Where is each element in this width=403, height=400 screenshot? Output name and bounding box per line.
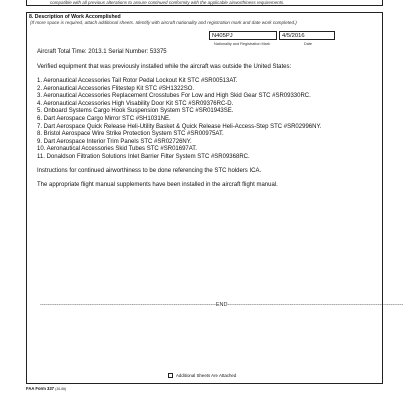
end-marker: -END- <box>214 302 230 308</box>
equipment-item: 2. Aeronautical Accessories Flitestep Kit STC #SH1322SO. <box>37 85 195 92</box>
end-marker-line <box>40 302 403 308</box>
section-title: 8. Description of Work Accomplished <box>29 14 121 20</box>
equipment-item: 11. Donaldson Filtration Solutions Inlet Barrier Filter System STC #SR09368RC. <box>37 154 250 160</box>
equipment-item: 9. Dart Aerospace Interior Trim Panels STC #SR02726NY. <box>37 138 192 145</box>
registration-label: Nationality and Registration Mark <box>214 42 270 46</box>
equipment-item: 3. Aeronautical Accessories Replacement Crosstubes For Low and High Skid Gear STC #SR09330RC. <box>37 93 311 100</box>
form-revision: (10-06) <box>55 387 67 391</box>
equipment-item: 1. Aeronautical Accessories Tail Rotor Pedal Lockout Kit STC #SR00513AT. <box>37 78 238 84</box>
flight-manual-line: The appropriate flight manual supplements have been installed in the aircraft flight manual. <box>37 182 278 188</box>
end-dashes-left: ----------------------------------------------------------------------------------------------- <box>40 302 214 308</box>
total-time-line: Aircraft Total Time: 2013.1 Serial Number: 53375 <box>37 49 167 55</box>
equipment-item: 5. Onboard Systems Cargo Hook Suspension System STC #SR01943SE. <box>37 108 234 115</box>
form-number-text: FAA Form 337 <box>26 386 55 391</box>
equipment-item: 4. Aeronautical Accessories High Visability Door Kit STC #SR09376RC-D. <box>37 100 234 107</box>
date-field[interactable]: 4/5/2016 <box>279 31 335 40</box>
equipment-item: 7. Dart Aerospace Quick Release Heli-Utility Basket & Quick Release Heli-Access-Step STC #SR02996NY. <box>37 123 322 130</box>
registration-field[interactable]: N405PJ <box>209 31 277 40</box>
end-dashes-right: ----------------------------------------------------------------------------------------------- <box>229 302 403 308</box>
form-number <box>26 386 66 391</box>
date-label: Date <box>304 42 313 46</box>
additional-sheets-label: Additional Sheets Are Attached <box>176 373 237 378</box>
section-note: (If more space is required, attach additional sheets. Identify with aircraft nationality and registration mark and date work completed.) <box>30 20 297 25</box>
equipment-item: 6. Dart Aerospace Cargo Mirror STC #SH1031NE. <box>37 116 171 122</box>
instructions-line: Instructions for continued airworthiness to be done referencing the STC holders ICA. <box>37 168 262 174</box>
additional-sheets-checkbox[interactable] <box>168 373 173 378</box>
continuation-text: compatible with all previous alterations to assure continued conformity with the applicable airworthiness requirements. <box>50 0 285 5</box>
verified-line: Verified equipment that was previously installed while the aircraft was outside the United States: <box>37 64 292 70</box>
equipment-item: 8. Bristol Aerospace Wire Strike Protection System STC #SR00975AT. <box>37 131 224 138</box>
equipment-item: 10. Aeronautical Accessories Skid Tubes STC #SR01697AT. <box>37 146 197 153</box>
